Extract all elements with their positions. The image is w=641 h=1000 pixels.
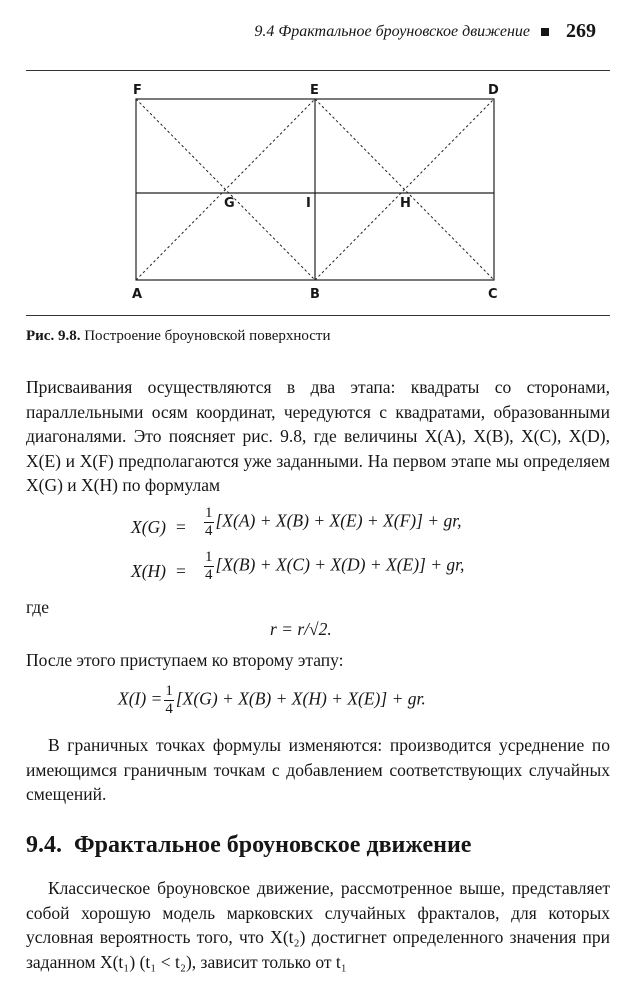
- eq1-equals: =: [176, 517, 186, 537]
- eq1-lhs: X(G): [131, 517, 166, 537]
- eq-r: r = r/√2.: [270, 619, 332, 639]
- eq2-rhs: $\frac{1}{4}$ [X(B) + X(C) + X(D) + X(E)] + gr,: [205, 549, 465, 583]
- eq3-fraction: $\frac{1}{4}$: [165, 683, 173, 717]
- caption-text: Построение броуновской поверхности: [84, 328, 331, 344]
- figure-9-8: [26, 76, 610, 312]
- running-header: 9.4 Фрактальное броуновское движение: [254, 23, 530, 40]
- label-E: E: [310, 83, 319, 98]
- section-number: 9.4.: [26, 832, 62, 858]
- label-I: I: [306, 196, 311, 211]
- eq3: X(I) = $\frac{1}{4}$ [X(G) + X(B) + X(H) + X(E)] + gr.: [118, 683, 426, 717]
- eq2-equals: =: [176, 561, 186, 581]
- header-bullet: [541, 28, 549, 36]
- paragraph-3: В граничных точках формулы изменяются: производится усреднение по имеющимся граничным точкам с добавлением соответствующих случайных смещений.: [26, 735, 610, 805]
- label-F: F: [133, 83, 142, 98]
- eq1-rhs: $\frac{1}{4}$ [X(A) + X(B) + X(E) + X(F)] + gr,: [205, 505, 462, 539]
- eq2-fraction: $\frac{1}{4}$: [205, 549, 213, 583]
- figure-rule: [26, 315, 610, 316]
- figure-caption: [26, 326, 331, 346]
- label-G: G: [224, 196, 235, 211]
- label-D: D: [488, 83, 499, 98]
- paragraph-4: Классическое броуновское движение, рассмотренное выше, представляет собой хорошую модель марковских случайных фракталов, для которых условная вероятность того, что X(t₂) достигнет определенного значения при заданном X(t₁) (t₁ < t₂), зависит только от t₁: [26, 878, 610, 972]
- caption-label: Рис. 9.8.: [26, 328, 81, 344]
- where-label: где: [26, 597, 49, 617]
- page-number: 269: [566, 20, 596, 42]
- eq1-fraction: $\frac{1}{4}$: [205, 505, 213, 539]
- paragraph-2: После этого приступаем ко второму этапу:: [26, 650, 344, 670]
- label-C: C: [488, 287, 498, 302]
- eq2-lhs: X(H): [131, 561, 166, 581]
- paragraph-1: Присваивания осуществляются в два этапа: квадраты со сторонами, параллельными осям координат, чередуются с квадратами, образованными диагоналями. Это поясняет рис. 9.8, где величины X(A), X(B), X(C), X(D), X(E) и X(F) предполагаются уже заданными. На первом этапе мы определяем X(G) и X(H) по формулам: [26, 377, 610, 496]
- header-rule: [26, 70, 610, 71]
- label-A: A: [132, 287, 143, 302]
- section-heading: [26, 830, 471, 860]
- label-H: H: [400, 196, 411, 211]
- label-B: B: [310, 287, 320, 302]
- section-title: Фрактальное броуновское движение: [74, 832, 472, 858]
